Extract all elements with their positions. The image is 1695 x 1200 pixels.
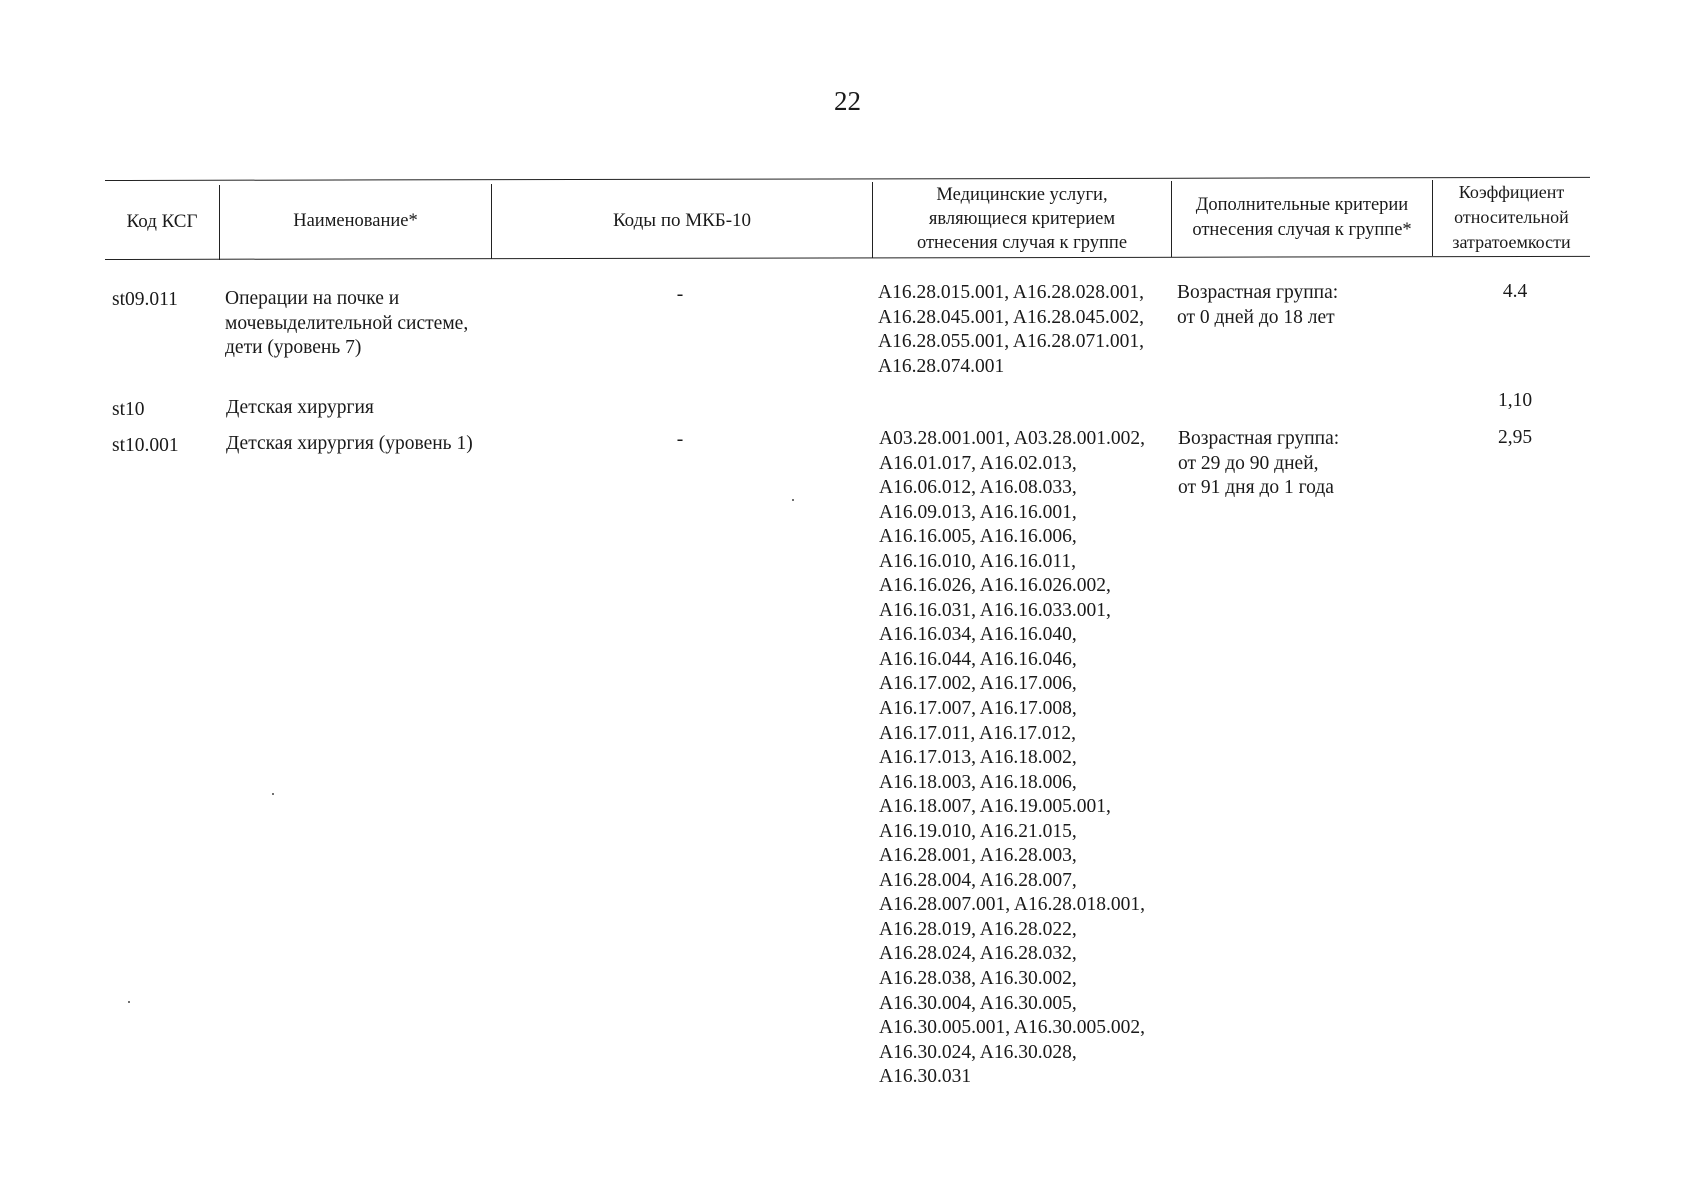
column-header-name: Наименование*: [293, 210, 418, 231]
column-header-criteria: Дополнительные критерии отнесения случая к группе*: [1192, 195, 1412, 240]
column-header-code: Код КСГ: [126, 210, 198, 232]
row-criteria: Возрастная группа: от 0 дней до 18 лет: [1177, 282, 1339, 328]
row-coefficient: 2,95: [1497, 427, 1533, 448]
row-criteria: Возрастная группа: от 29 до 90 дней, от 91 дня до 1 года: [1178, 428, 1340, 498]
row-services: A03.28.001.001, A03.28.001.002, A16.01.017, A16.02.013, A16.06.012, A16.08.033, A16.09.013, A16.16.001, A16.16.005, A16.16.006, A16.16.010, A16.16.011, A16.16.026, A16.16.026.002, A16.16.031, A16.16.033.001, A16.16.034, A16.16.040, A16.16.044, A16.16.046, A16.17.002, A16.17.006, A16.17.007, A16.17.008, A16.17.011, A16.17.012, A16.17.013, A16.18.002, A16.18.003, A16.18.006, A16.18.007, A16.19.005.001, A16.19.010, A16.21.015, A16.28.001, A16.28.003, A16.28.004, A16.28.007, A16.28.007.001, A16.28.018.001, A16.28.019, A16.28.022, A16.28.024, A16.28.032, A16.28.038, A16.30.002, A16.30.004, A16.30.005, A16.30.005.001, A16.30.005.002, A16.30.024, A16.30.028, A16.30.031: [879, 428, 1145, 1088]
row-coefficient: 4.4: [1502, 281, 1528, 302]
scan-speck: [792, 499, 794, 501]
scan-speck: [272, 793, 274, 795]
column-header-services: Медицинские услуги, являющиеся критерием отнесения случая к группе: [916, 185, 1128, 253]
column-header-coefficient: Коэффициент относительной затратоемкости: [1452, 181, 1571, 252]
row-name: Детская хирургия (уровень 1): [226, 433, 473, 454]
row-name: Детская хирургия: [226, 397, 374, 418]
scan-speck: [128, 1001, 130, 1003]
column-header-mkb: Коды по МКБ-10: [612, 209, 752, 231]
row-code: st09.011: [112, 289, 178, 310]
row-mkb: -: [676, 429, 684, 450]
row-code: st10.001: [112, 435, 179, 456]
row-name: Операции на почке и мочевыделительной системе, дети (уровень 7): [225, 288, 469, 358]
row-mkb: -: [676, 284, 684, 305]
row-services: A16.28.015.001, A16.28.028.001, A16.28.045.001, A16.28.045.002, A16.28.055.001, A16.28.071.001, A16.28.074.001: [878, 282, 1144, 377]
row-code: st10: [112, 399, 145, 420]
row-coefficient: 1,10: [1497, 390, 1533, 411]
page-number: 22: [834, 86, 861, 116]
